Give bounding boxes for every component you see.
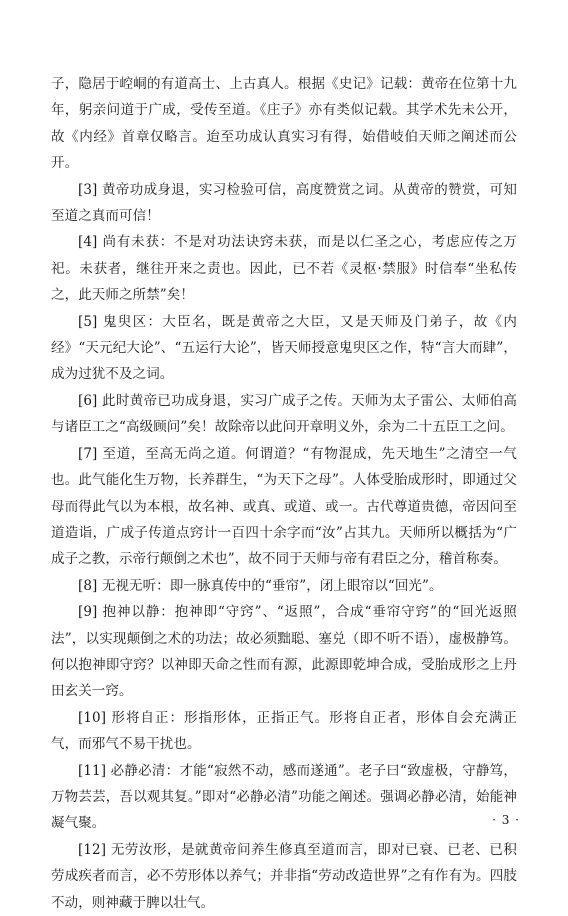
- note-11: [11] 必静必清：才能“寂然不动，感而遂通”。老子曰“致虚极，守静笃，万物芸芸，吾以观其复。”即对“必静必清”功能之阐述。强调必静必清，始能神凝气聚。: [51, 762, 517, 832]
- note-12: [12] 无劳汝形，是就黄帝问养生修真至道而言，即对已衰、已老、已积劳成疾者而言，必不劳形体以养气；并非指“劳动改造世界”之有作有为。四肢不动，则神藏于脾以壮气。: [51, 841, 517, 911]
- body-text: [51, 71, 517, 916]
- page-number: · 3 ·: [492, 813, 520, 827]
- note-8: [8] 无视无听：即一脉真传中的“垂帘”，闭上眼帘以“回光”。: [78, 577, 443, 594]
- note-9: [9] 抱神以静：抱神即“守窍”、“返照”，合成“垂帘守窍”的“回光返照法”，以实现颠倒之术的功法；故必须黜聪、塞兑（即不听不语），虚极静笃。何以抱神即守窍？以神即天命之性而有源，此源即乾坤合成，受胎成形之上丹田玄关一窍。: [51, 604, 517, 700]
- note-3: [3] 黄帝功成身退，实习检验可信，高度赞赏之词。从黄帝的赞赏，可知至道之真而可信！: [51, 181, 517, 225]
- paragraph-continuation: 子，隐居于崆峒的有道高士、上古真人。根据《史记》记载：黄帝在位第十九年，躬亲问道于广成，受传至道。《庄子》亦有类似记载。其学术先未公开，故《内经》首章仅略言。迨至功成认真实习有得，始借岐伯天师之阐述而公开。: [51, 76, 517, 172]
- note-10: [10] 形将自正：形指形体，正指正气。形将自正者，形体自会充满正气，而邪气不易干扰也。: [51, 709, 517, 753]
- note-4: [4] 尚有未获：不是对功法诀窍未获，而是以仁圣之心，考虑应传之万祀。未获者，继往开来之责也。因此，已不若《灵枢·禁服》时信奉“坐私传之，此天师之所禁”矣！: [51, 234, 517, 304]
- note-7: [7] 至道，至高无尚之道。何谓道？“有物混成，先天地生”之清空一气也。此气能化生万物，长养群生，“为天下之母”。人体受胎成形时，即通过父母而得此气以为本根，故名神、或真、或道、或一。古代尊道贵德，帝因问至道造诣，广成子传道点窍计一百四十余字而“汝”占其九。天师所以概括为“广成子之教，示帝行颠倒之术也”，故不同于天师与帝有君臣之分，稽首称奏。: [51, 445, 517, 568]
- note-5: [5] 鬼臾区：大臣名，既是黄帝之大臣，又是天师及门弟子，故《内经》“天元纪大论”、“五运行大论”，皆天师授意鬼臾区之作，特“言大而肆”，成为过犹不及之词。: [51, 313, 517, 383]
- note-6: [6] 此时黄帝已功成身退，实习广成子之传。天师为太子雷公、太师伯高与诸臣工之“高级顾问”矣！故除帝以此问开章明义外，余为二十五臣工之问。: [51, 392, 517, 436]
